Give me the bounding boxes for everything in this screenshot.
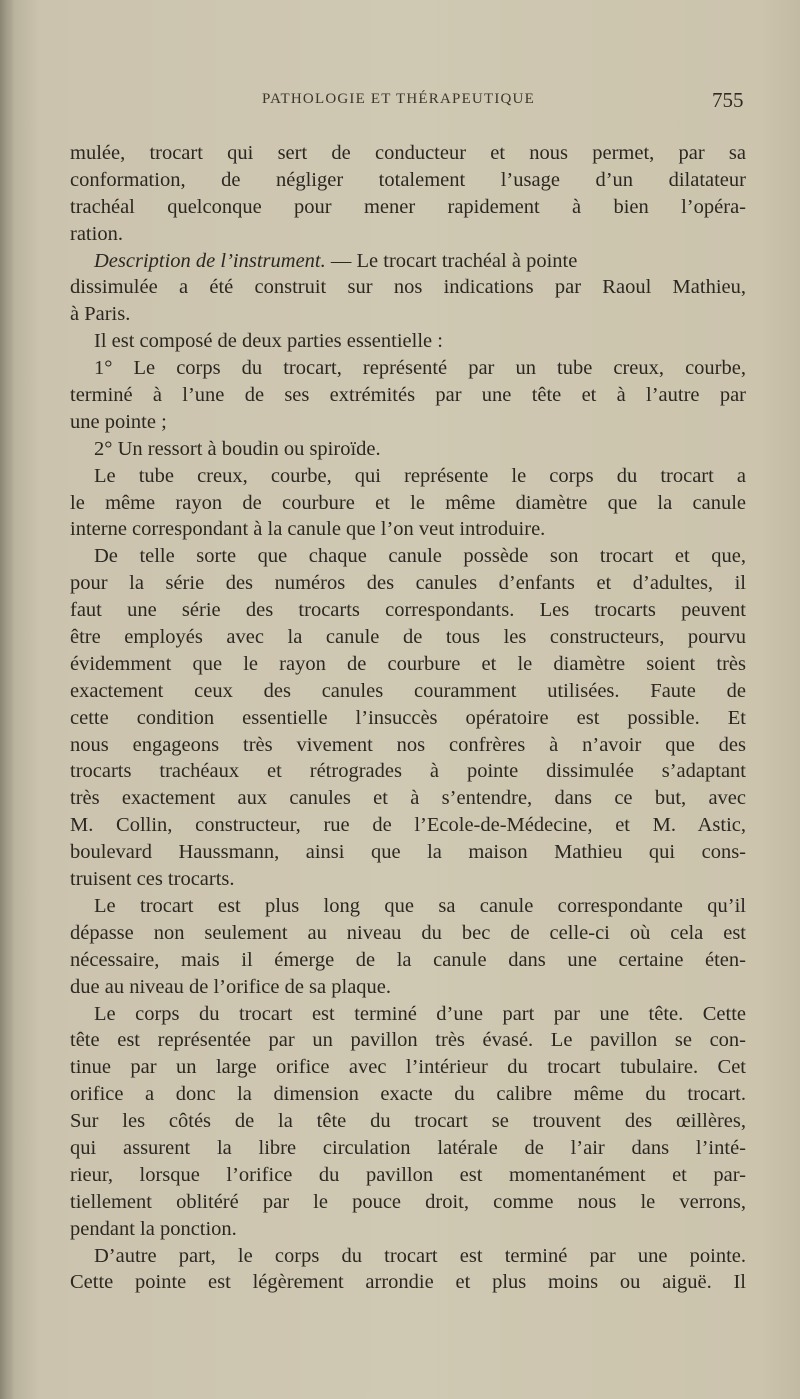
text-line: M. Collin, constructeur, rue de l’Ecole-de-Médecine, et M. Astic, xyxy=(70,814,746,837)
text-line: nécessaire, mais il émerge de la canule dans une certaine éten- xyxy=(70,948,746,971)
running-head xyxy=(0,88,800,118)
text-line: ration. xyxy=(70,222,123,245)
text-line: Il est composé de deux parties essentielle : xyxy=(94,330,443,353)
text-line: boulevard Haussmann, ainsi que la maison Mathieu qui cons- xyxy=(70,841,746,864)
text-line: qui assurent la libre circulation latérale de l’air dans l’inté- xyxy=(70,1136,746,1159)
page-number: 755 xyxy=(712,88,744,112)
text-line: interne correspondant à la canule que l’on veut introduire. xyxy=(70,518,546,541)
text-line: D’autre part, le corps du trocart est terminé par une pointe. xyxy=(94,1244,746,1267)
text-line: trachéal quelconque pour mener rapidement à bien l’opéra- xyxy=(70,195,746,218)
text-line: pendant la ponction. xyxy=(70,1217,237,1240)
text-line: orifice a donc la dimension exacte du calibre même du trocart. xyxy=(70,1083,746,1106)
text-line: tiellement oblitéré par le pouce droit, comme nous le verrons, xyxy=(70,1190,746,1213)
text-line: Le trocart est plus long que sa canule correspondante qu’il xyxy=(94,894,746,917)
section-heading: Description de l’instrument. xyxy=(94,249,326,272)
text-line: pour la série des numéros des canules d’enfants et d’adultes, il xyxy=(70,572,746,595)
text-line: 2° Un ressort à boudin ou spiroïde. xyxy=(94,437,381,460)
body-text xyxy=(70,140,746,1296)
running-head-title: PATHOLOGIE ET THÉRAPEUTIQUE xyxy=(262,91,535,107)
text-line: cette condition essentielle l’insuccès opératoire est possible. Et xyxy=(70,706,746,729)
text-line: tête est représentée par un pavillon très évasé. Le pavillon se con- xyxy=(70,1029,746,1052)
text-line: trocarts trachéaux et rétrogrades à pointe dissimulée s’adaptant xyxy=(70,760,746,783)
text-line: évidemment que le rayon de courbure et le diamètre soient très xyxy=(70,652,746,675)
text-line: truisent ces trocarts. xyxy=(70,868,235,891)
text-line: le même rayon de courbure et le même diamètre que la canule xyxy=(70,491,746,514)
text-line: Le corps du trocart est terminé d’une part par une tête. Cette xyxy=(94,1002,746,1025)
text-line: due au niveau de l’orifice de sa plaque. xyxy=(70,975,392,998)
text-line: dissimulée a été construit sur nos indications par Raoul Mathieu, xyxy=(70,276,746,299)
page-gutter-shadow xyxy=(0,0,14,1399)
text-line: tinue par un large orifice avec l’intérieur du trocart tubulaire. Cet xyxy=(70,1056,746,1079)
text-line: une pointe ; xyxy=(70,410,167,433)
text-line xyxy=(70,248,746,275)
text-line: à Paris. xyxy=(70,303,131,326)
text-line: De telle sorte que chaque canule possède son trocart et que, xyxy=(94,545,746,568)
text-line: terminé à l’une de ses extrémités par une tête et à l’autre par xyxy=(70,384,746,407)
text-line: exactement ceux des canules couramment utilisées. Faute de xyxy=(70,679,746,702)
text-line: très exactement aux canules et à s’entendre, dans ce but, avec xyxy=(70,787,746,810)
text-line: faut une série des trocarts correspondants. Les trocarts peuvent xyxy=(70,599,746,622)
section-heading-text: — Le trocart trachéal à pointe xyxy=(325,249,578,272)
text-line: rieur, lorsque l’orifice du pavillon est momentanément et par- xyxy=(70,1163,746,1186)
text-line: être employés avec la canule de tous les constructeurs, pourvu xyxy=(70,626,746,649)
text-line: dépasse non seulement au niveau du bec de celle-ci où cela est xyxy=(70,921,746,944)
text-line: Le tube creux, courbe, qui représente le corps du trocart a xyxy=(94,464,746,487)
text-line: mulée, trocart qui sert de conducteur et nous permet, par sa xyxy=(70,142,746,164)
text-line: Sur les côtés de la tête du trocart se trouvent des œillères, xyxy=(70,1110,746,1133)
text-line: Cette pointe est légèrement arrondie et plus moins ou aiguë. Il xyxy=(70,1271,746,1294)
text-line: nous engageons très vivement nos confrères à n’avoir que des xyxy=(70,733,746,756)
text-line: conformation, de négliger totalement l’usage d’un dilatateur xyxy=(70,168,746,191)
text-line: 1° Le corps du trocart, représenté par un tube creux, courbe, xyxy=(94,357,746,380)
